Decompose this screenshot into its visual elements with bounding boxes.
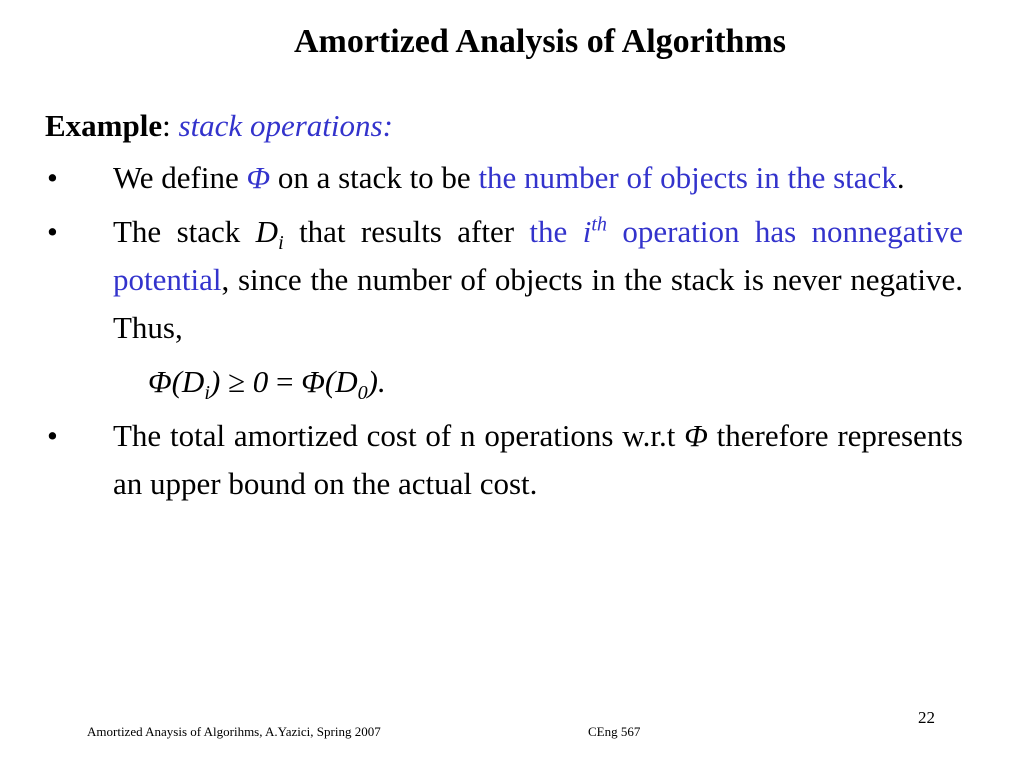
footer-course-code: CEng 567: [588, 724, 641, 739]
bullet-3-phi: Φ: [684, 418, 708, 453]
bullet-2-accent-b: operation has nonnegative potential: [113, 214, 964, 297]
bullet-item-3: [45, 412, 963, 508]
potential-formula: [45, 358, 963, 406]
bullet-2-text-b: that results after: [299, 214, 515, 249]
bullet-item-1: [45, 154, 963, 202]
bullet-1-text-c: .: [896, 160, 905, 195]
formula-phi-2: Φ: [301, 364, 325, 399]
formula-close-2: ).: [367, 364, 386, 399]
bullet-2-text-c: , since the number of objects in the stack is never negative. Thus,: [113, 262, 963, 345]
bullet-1-text-b: on a stack to be: [277, 160, 471, 195]
formula-phi-1: Φ: [148, 364, 172, 399]
formula-open-1: (D: [171, 364, 205, 399]
bullet-3-text-b: therefore represents an upper bound on the actual cost.: [113, 418, 963, 501]
bullet-2-accent-a: the: [529, 214, 568, 249]
bullet-marker: •: [47, 160, 58, 195]
example-topic-colon: :: [382, 108, 393, 143]
formula-geq: ≥: [228, 364, 246, 399]
formula-close-1: ): [209, 364, 229, 399]
formula-open-2: (D: [324, 364, 358, 399]
bullet-2-var: D: [255, 214, 279, 249]
footer-course-info: Amortized Anaysis of Algorihms, A.Yazici, Spring 2007: [87, 724, 381, 739]
bullet-item-2: [45, 208, 963, 352]
bullet-1-accent: the number of objects in the stack: [478, 160, 897, 195]
bullet-1-text-a: We define: [113, 160, 239, 195]
slide-number: 22: [918, 708, 935, 727]
example-label: Example: [45, 108, 163, 143]
formula-zero: 0: [245, 364, 277, 399]
example-heading: [45, 102, 963, 150]
slide-title: Amortized Analysis of Algorithms: [293, 23, 787, 60]
bullet-2-text-a: The stack: [113, 214, 241, 249]
bullet-marker: •: [47, 214, 58, 249]
bullet-2-accent-i: i: [582, 214, 592, 249]
formula-sub-1: i: [204, 382, 210, 405]
bullet-3-text-a: The total amortized cost of n operations w.r.t: [113, 418, 676, 453]
slide-content: [45, 102, 963, 514]
example-topic: stack operations: [178, 108, 383, 143]
bullet-1-phi: Φ: [246, 160, 271, 195]
formula-eq: =: [276, 364, 302, 399]
example-colon: :: [162, 108, 171, 143]
bullet-marker: •: [47, 418, 58, 453]
bullet-2-var-sub: i: [278, 232, 284, 255]
formula-sub-2: 0: [357, 382, 368, 405]
bullet-2-accent-sup: th: [591, 213, 607, 236]
